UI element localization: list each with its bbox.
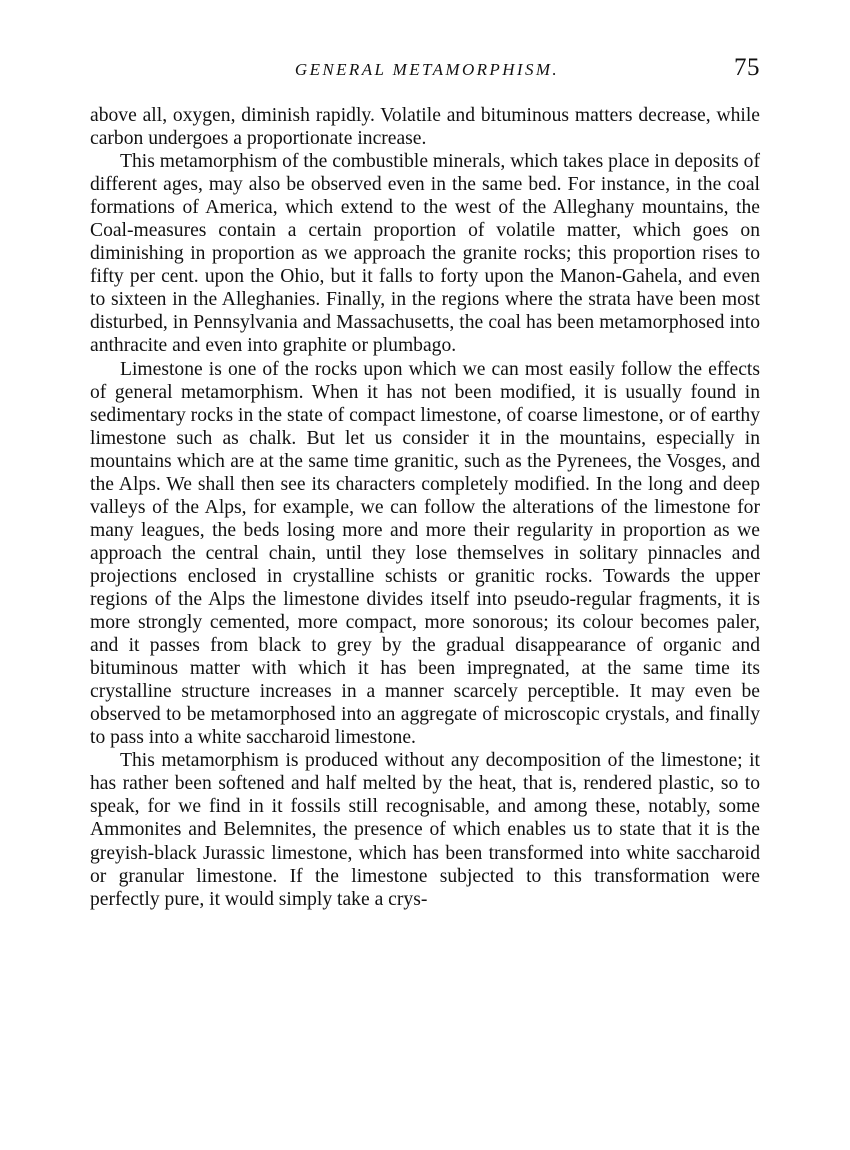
paragraph-limestone: Limestone is one of the rocks upon which we can most easily follow the effects of general metamorphism. When it has not been modified, it is usually found in sedimentary rocks in the state of compact limestone, of coarse limestone, or of earthy limestone such as chalk. But let us consider it in the mountains, especially in mountains which are at the same time granitic, such as the Pyrenees, the Vosges, and the Alps. We shall then see its characters completely modified. In the long and deep valleys of the Alps, for example, we can follow the alterations of the limestone for many leagues, the beds losing more and more their regularity in proportion as we approach the central chain, until they lose themselves in solitary pinnacles and projections enclosed in crystalline schists or granitic rocks. Towards the upper regions of the Alps the limestone divides itself into pseudo-regular fragments, it is more strongly cemented, more compact, more sonorous; its colour becomes paler, and it passes from black to grey by the gradual disappearance of organic and bituminous matter with which it has been impregnated, at the same time its crystalline structure increases in a manner scarcely perceptible. It may even be observed to be metamorphosed into an aggregate of microscopic crystals, and finally to pass into a white saccharoid limestone.	[90, 358, 760, 749]
running-title: GENERAL METAMORPHISM.	[294, 60, 560, 79]
paragraph-continuation: above all, oxygen, diminish rapidly. Volatile and bituminous matters decrease, while carbon undergoes a proportionate increase.	[90, 105, 760, 150]
running-head	[90, 54, 760, 88]
body-text	[90, 104, 760, 911]
paragraph-metamorphism-process: This metamorphism is produced without any decomposition of the limestone; it has rather been softened and half melted by the heat, that is, rendered plastic, so to speak, for we find in it fossils still recognisable, and among these, notably, some Ammonites and Belemnites, the presence of which enables us to state that it is the greyish-black Jurassic limestone, which has been transformed into white saccharoid or granular limestone. If the limestone subjected to this transformation were perfectly pure, it would simply take a crys-	[90, 750, 760, 910]
page-number: 75	[734, 54, 760, 81]
paragraph-combustible-minerals: This metamorphism of the combustible minerals, which takes place in deposits of different ages, may also be observed even in the same bed. For instance, in the coal formations of America, which extend to the west of the Alleghany mountains, the Coal-measures contain a certain proportion of volatile matter, which goes on diminishing in proportion as we approach the granite rocks; this proportion rises to fifty per cent. upon the Ohio, but it falls to forty upon the Manon-Gahela, and even to sixteen in the Alleghanies. Finally, in the regions where the strata have been most disturbed, in Pennsylvania and Massachusetts, the coal has been metamorphosed into anthracite and even into graphite or plumbago.	[90, 151, 760, 357]
